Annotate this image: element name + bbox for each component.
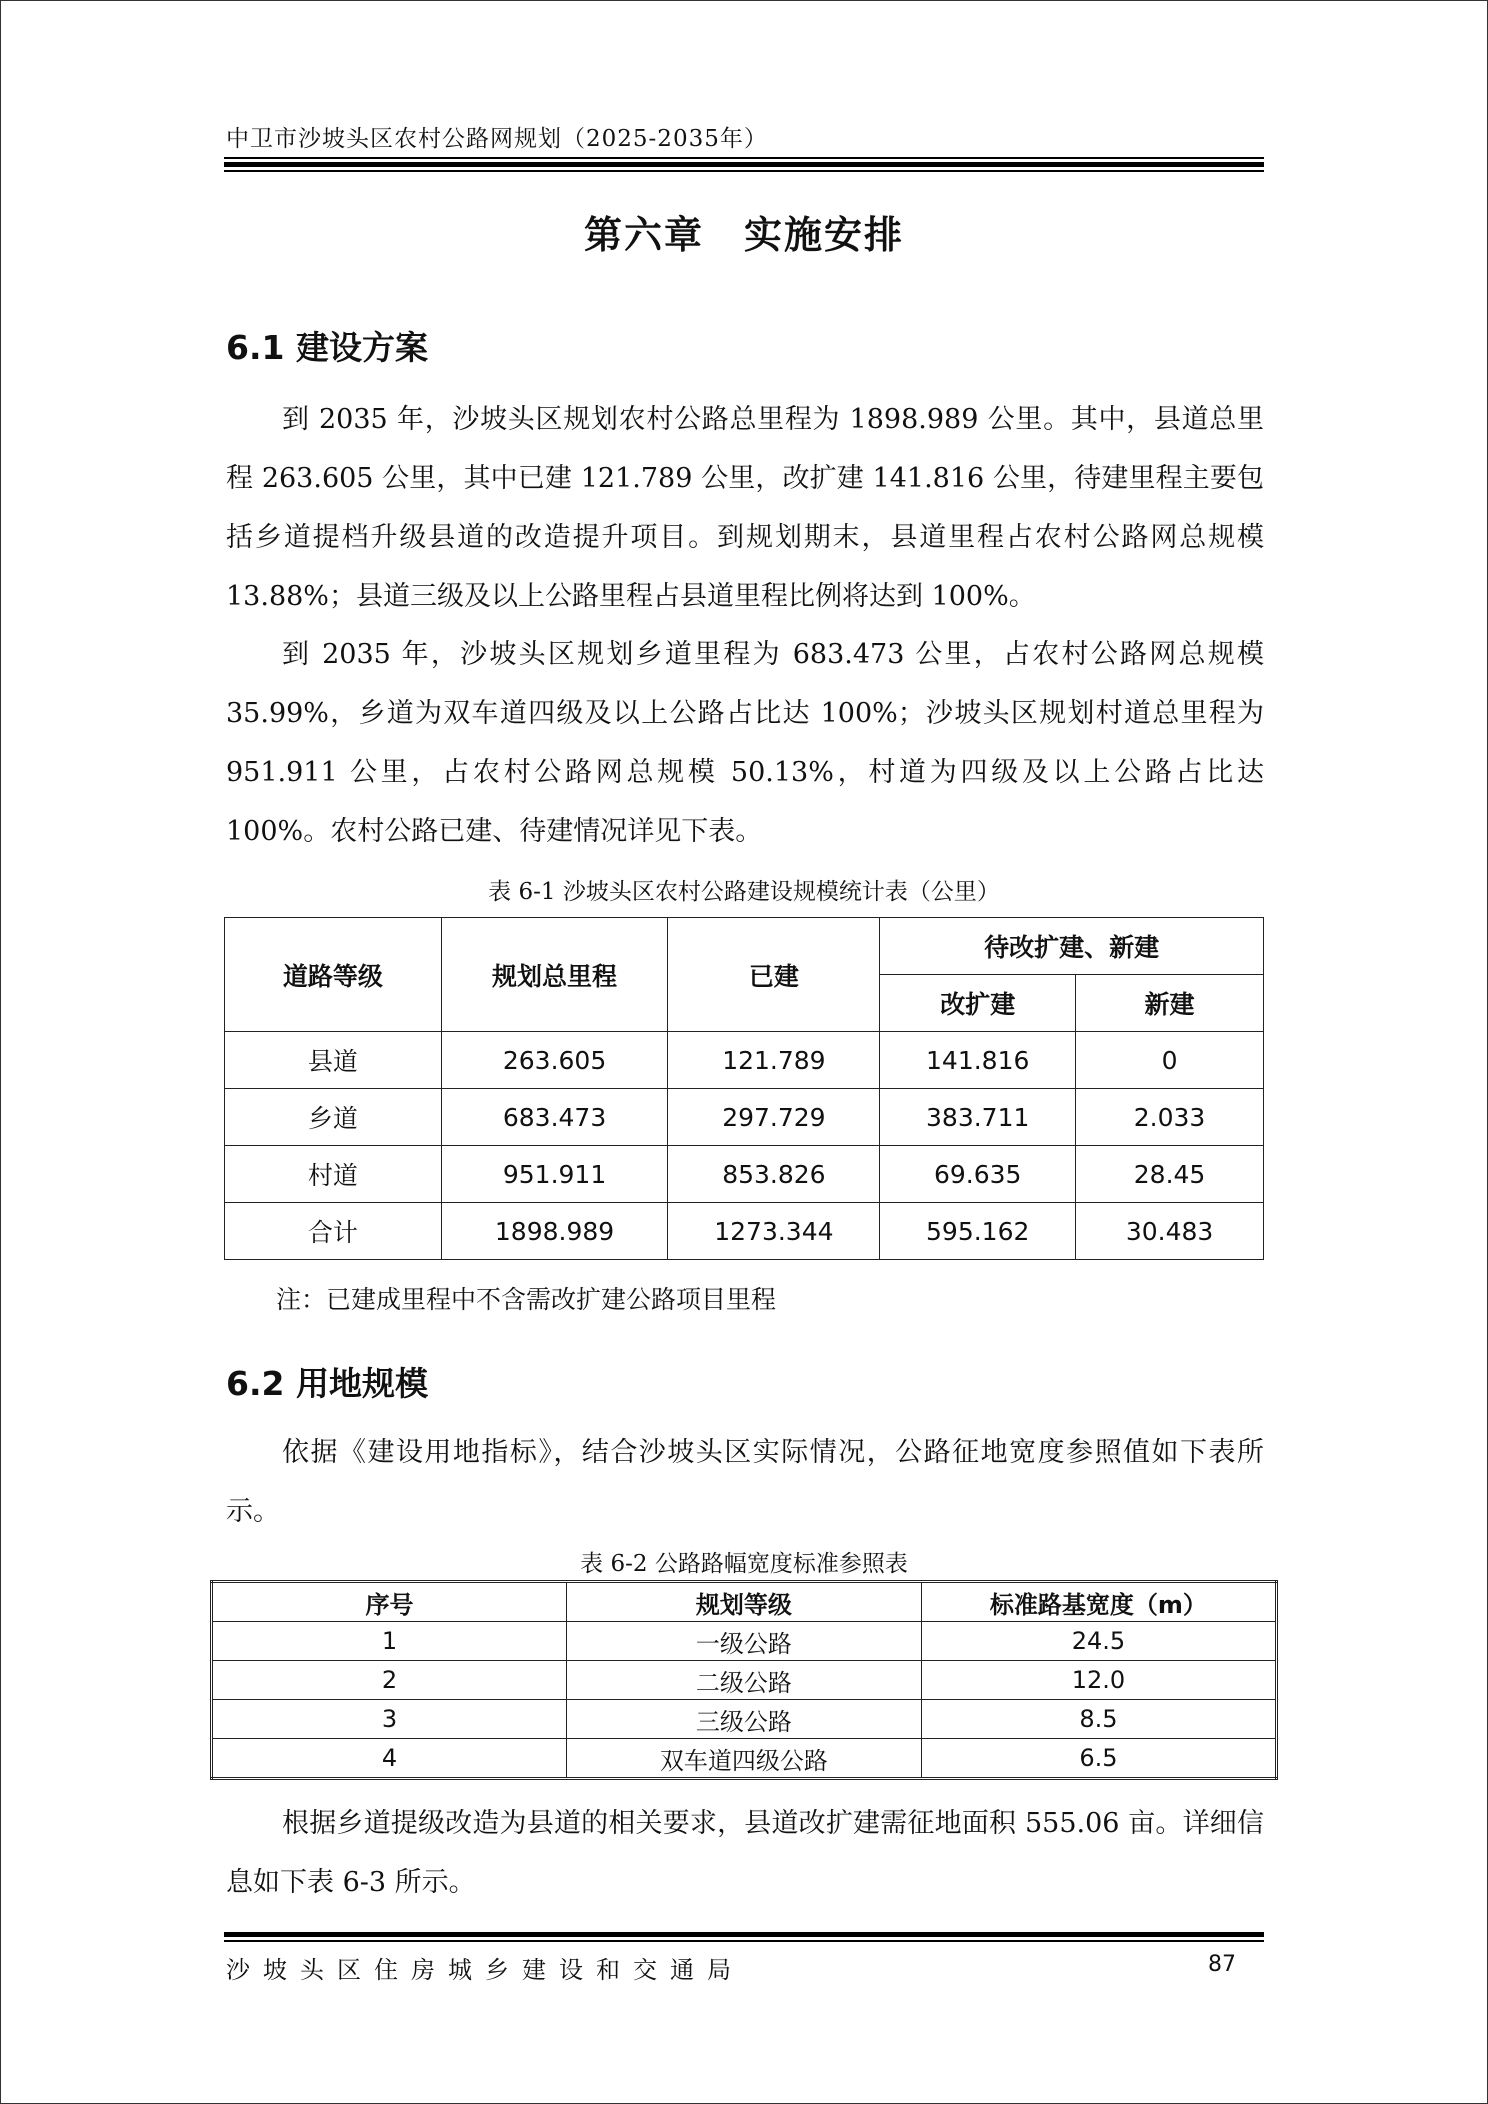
table-row: [212, 1700, 1277, 1739]
cell-new: 28.45: [1076, 1146, 1264, 1203]
running-header: 中卫市沙坡头区农村公路网规划（2025-2035年）: [226, 126, 768, 152]
section-title-6-2: 6.2 用地规模: [226, 1364, 428, 1403]
cell-grade: 三级公路: [566, 1700, 921, 1739]
footer-rule-thick: [224, 1932, 1264, 1937]
cell-grade: 合计: [225, 1203, 442, 1260]
header-index: 序号: [212, 1582, 567, 1622]
page-number: 87: [1208, 1952, 1236, 1977]
cell-width: 8.5: [921, 1700, 1276, 1739]
header-expansion: 改扩建: [880, 975, 1076, 1032]
cell-width: 6.5: [921, 1739, 1276, 1779]
table-caption-6-1: 表 6-1 沙坡头区农村公路建设规模统计表（公里）: [488, 879, 1000, 905]
cell-new: 30.483: [1076, 1203, 1264, 1260]
table-row: [225, 1146, 1264, 1203]
header-rule-thin: [224, 157, 1264, 159]
table-note: 注：已建成里程中不含需改扩建公路项目里程: [276, 1285, 777, 1314]
paragraph: 根据乡道提级改造为县道的相关要求，县道改扩建需征地面积 555.06 亩。详细信息如下表 6-3 所示。: [226, 1808, 1264, 1898]
cell-grade: 二级公路: [566, 1661, 921, 1700]
cell-built: 297.729: [668, 1089, 880, 1146]
cell-expansion: 141.816: [880, 1032, 1076, 1089]
cell-grade: 乡道: [225, 1089, 442, 1146]
table-row: [225, 1089, 1264, 1146]
header-built: 已建: [668, 918, 880, 1032]
table-row: [212, 1622, 1277, 1661]
header-rule-thin-2: [224, 170, 1264, 172]
section-title-6-1: 6.1 建设方案: [226, 328, 428, 367]
chapter-title: 第六章 实施安排: [583, 213, 904, 257]
header-pending-group: 待改扩建、新建: [880, 918, 1264, 975]
cell-new: 0: [1076, 1032, 1264, 1089]
cell-index: 1: [212, 1622, 567, 1661]
cell-index: 2: [212, 1661, 567, 1700]
cell-expansion: 69.635: [880, 1146, 1076, 1203]
cell-grade: 村道: [225, 1146, 442, 1203]
paragraph: 依据《建设用地指标》，结合沙坡头区实际情况，公路征地宽度参照值如下表所示。: [226, 1437, 1264, 1527]
cell-built: 853.826: [668, 1146, 880, 1203]
header-rule-thick: [224, 162, 1264, 167]
cell-width: 24.5: [921, 1622, 1276, 1661]
header-planned-total: 规划总里程: [441, 918, 668, 1032]
cell-new: 2.033: [1076, 1089, 1264, 1146]
cell-expansion: 595.162: [880, 1203, 1076, 1260]
header-new: 新建: [1076, 975, 1264, 1032]
cell-planned-total: 683.473: [441, 1089, 668, 1146]
header-grade: 道路等级: [225, 918, 442, 1032]
cell-built: 1273.344: [668, 1203, 880, 1260]
road-width-table: [210, 1580, 1278, 1780]
cell-grade: 双车道四级公路: [566, 1739, 921, 1779]
table-row-total: [225, 1203, 1264, 1260]
paragraph: 到 2035 年，沙坡头区规划乡道里程为 683.473 公里，占农村公路网总规模 35.99%，乡道为双车道四级及以上公路占比达 100%；沙坡头区规划村道总里程为 951.911 公里，占农村公路网总规模 50.13%，村道为四级及以上公路占比达 100%。农村公路已建、待建情况详见下表。: [226, 639, 1264, 847]
cell-index: 3: [212, 1700, 567, 1739]
table-row: [212, 1739, 1277, 1779]
cell-planned-total: 1898.989: [441, 1203, 668, 1260]
paragraph: 到 2035 年，沙坡头区规划农村公路总里程为 1898.989 公里。其中，县道总里程 263.605 公里，其中已建 121.789 公里，改扩建 141.816 公里，待建里程主要包括乡道提档升级县道的改造提升项目。到规划期末，县道里程占农村公路网总规模 13.88%；县道三级及以上公路里程占县道里程比例将达到 100%。: [226, 404, 1264, 612]
cell-built: 121.789: [668, 1032, 880, 1089]
cell-grade: 一级公路: [566, 1622, 921, 1661]
cell-expansion: 383.711: [880, 1089, 1076, 1146]
cell-planned-total: 263.605: [441, 1032, 668, 1089]
table-row: [212, 1661, 1277, 1700]
footer-rule-thin: [224, 1940, 1264, 1942]
cell-grade: 县道: [225, 1032, 442, 1089]
table-caption-6-2: 表 6-2 公路路幅宽度标准参照表: [580, 1551, 908, 1577]
cell-width: 12.0: [921, 1661, 1276, 1700]
header-width: 标准路基宽度（m）: [921, 1582, 1276, 1622]
table-row: [225, 1032, 1264, 1089]
header-grade: 规划等级: [566, 1582, 921, 1622]
footer-organization: 沙坡头区住房城乡建设和交通局: [226, 1956, 744, 1984]
road-scale-table: [224, 917, 1264, 1260]
cell-planned-total: 951.911: [441, 1146, 668, 1203]
cell-index: 4: [212, 1739, 567, 1779]
